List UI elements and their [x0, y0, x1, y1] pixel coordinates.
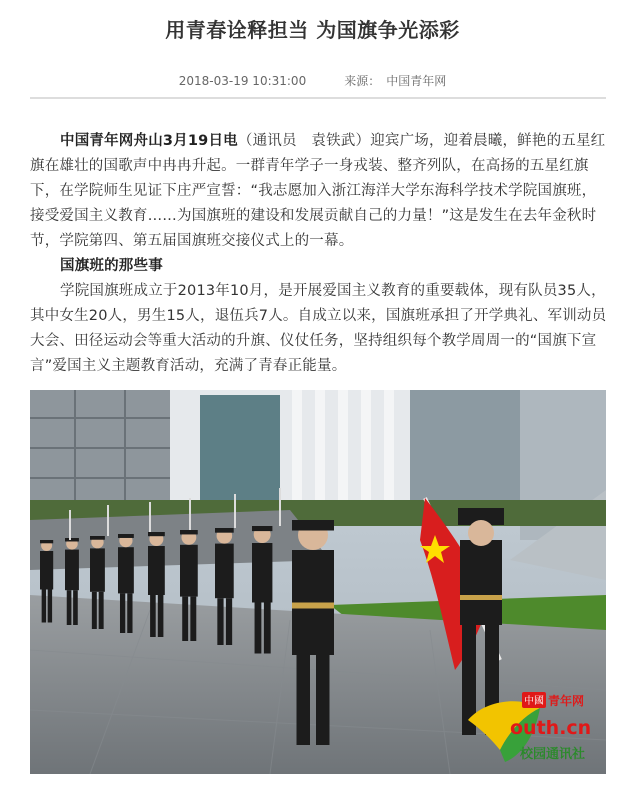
publish-date: 2018-03-19 10:31:00 — [178, 74, 307, 88]
watermark-domain-text: outh.cn — [510, 717, 592, 739]
watermark-subtitle-text: 校园通讯社 — [520, 747, 586, 762]
watermark-logo-text: 中國 — [524, 696, 544, 707]
watermark-brand-text: 青年网 — [548, 694, 585, 708]
honor-guard-photo — [30, 390, 606, 774]
paragraph-1-text: 迎宾广场，迎着晨曦，鲜艳的五星红旗在雄壮的国歌声中冉冉升起。一群青年学子一身戎装、整齐列队，在高扬的五星红旗下，在学院师生见证下庄严宣誓：“我志愿加入浙江海洋大学东海科学技术学院国旗班，接受爱国主义教育……为国旗班的建设和发展贡献自己的力量！”这是发生在去年金秋时节，学院第四、第五届国旗班交接仪式上的一幕。 — [30, 133, 606, 249]
dateline: 中国青年网舟山3月19日电 — [60, 133, 238, 149]
building-left — [30, 390, 170, 510]
article-meta — [0, 72, 625, 89]
section-subheading: 国旗班的那些事 — [60, 258, 163, 274]
paragraph-1 — [30, 129, 608, 254]
reporter-credit: （通讯员 袁铁武） — [237, 133, 371, 149]
article-title: 用青春诠释担当 为国旗争光添彩 — [165, 18, 460, 42]
header-divider — [30, 97, 606, 99]
source-link[interactable]: 中国青年网 — [386, 74, 447, 88]
source-label: 来源： — [344, 74, 381, 88]
article-body — [30, 129, 608, 379]
article-photo — [30, 390, 606, 774]
paragraph-2: 学院国旗班成立于2013年10月，是开展爱国主义教育的重要载体，现有队员35人，其中女生20人，男生15人，退伍兵7人。自成立以来，国旗班承担了开学典礼、军训动员大会、田径运动会等重大活动的升旗、仪仗任务，坚持组织每个教学周周一的“国旗下宣言”爱国主义主题教育活动，充满了青春正能量。 — [30, 283, 607, 374]
